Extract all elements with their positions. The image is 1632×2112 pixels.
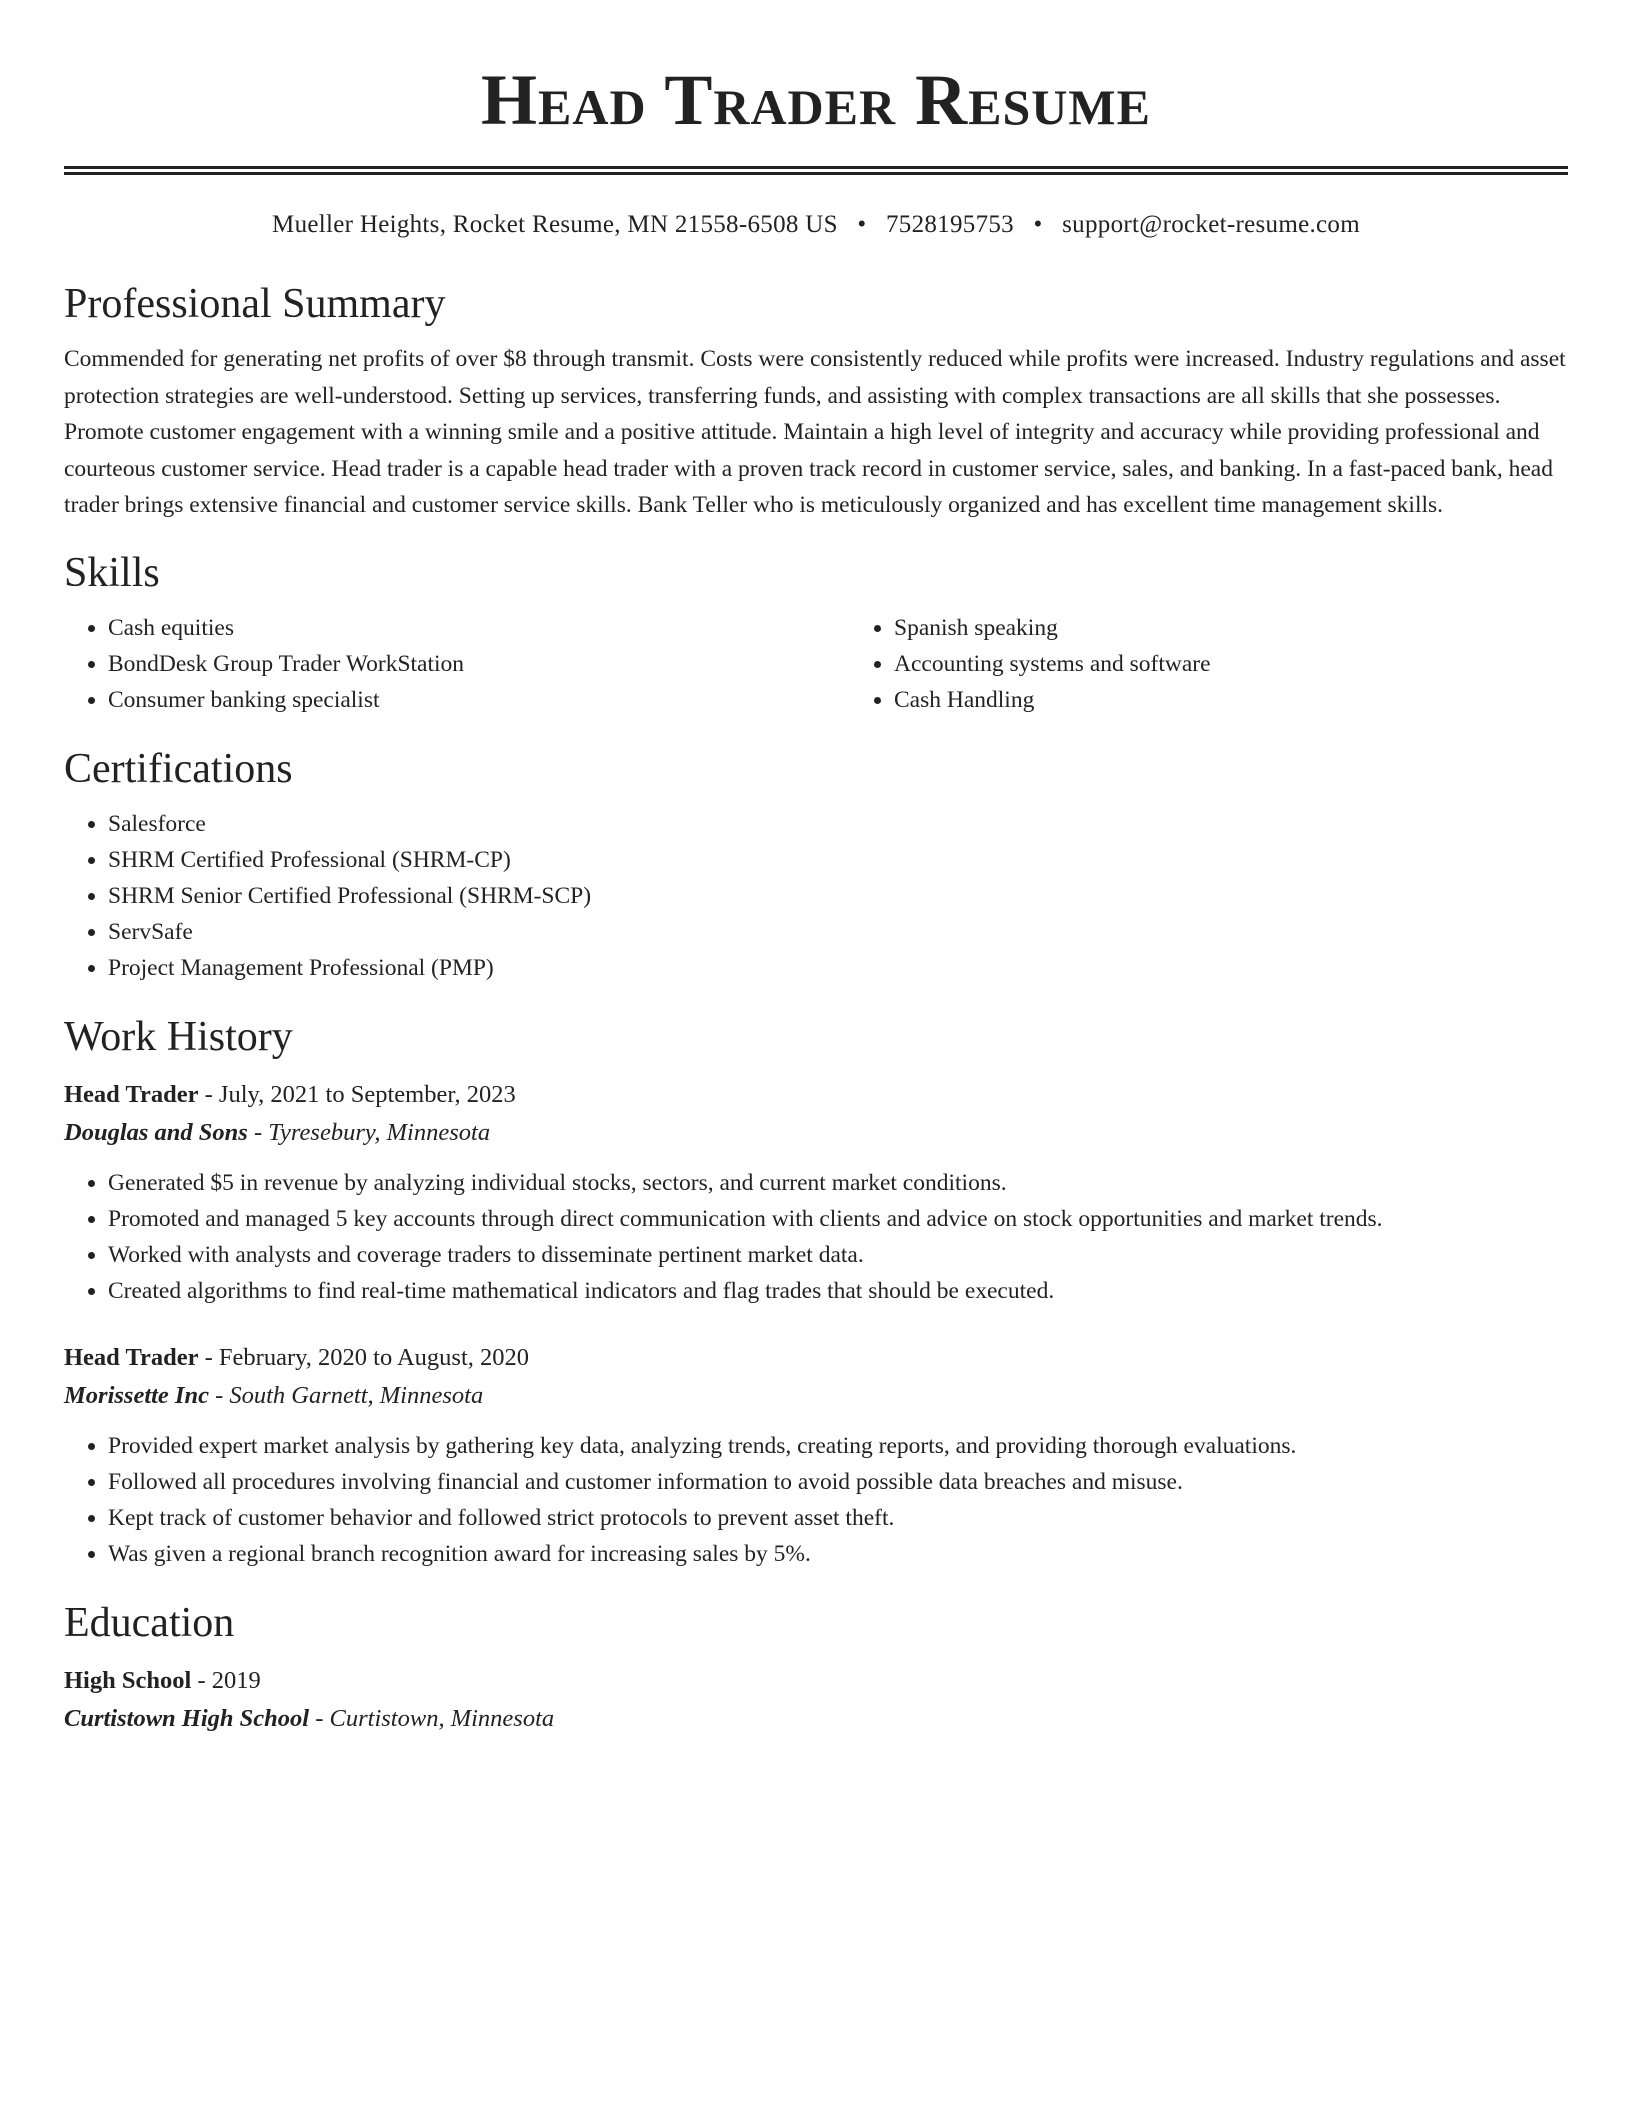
- education-degree-line: [64, 1662, 1568, 1700]
- skill-item: • Cash Handling: [894, 682, 1632, 718]
- job-bullet: • Provided expert market analysis by gathering key data, analyzing trends, creating reports, and providing thorough evaluations.: [108, 1428, 1568, 1464]
- job-bullets: [64, 1165, 1568, 1309]
- job-entry: [64, 1339, 1568, 1572]
- certification-item: • Project Management Professional (PMP): [108, 950, 1568, 986]
- education-year: - 2019: [191, 1666, 261, 1694]
- certifications-section: [64, 744, 1568, 986]
- job-company-line: [64, 1377, 1568, 1415]
- skills-list-left: [64, 610, 850, 718]
- education-school: Curtistown High School: [64, 1704, 310, 1732]
- job-location: - Tyresebury, Minnesota: [247, 1118, 491, 1146]
- job-bullet: • Was given a regional branch recognition award for increasing sales by 5%.: [108, 1536, 1568, 1572]
- job-company-line: [64, 1114, 1568, 1152]
- contact-address: Mueller Heights, Rocket Resume, MN 21558-6508 US: [272, 211, 838, 238]
- job-location: - South Garnett, Minnesota: [208, 1381, 484, 1409]
- education-school-line: [64, 1700, 1568, 1738]
- certifications-heading: Certifications: [64, 745, 293, 792]
- job-dates: - February, 2020 to August, 2020: [198, 1343, 530, 1371]
- job-bullet: • Created algorithms to find real-time mathematical indicators and flag trades that should be executed.: [108, 1273, 1568, 1309]
- job-bullet: • Generated $5 in revenue by analyzing individual stocks, sectors, and current market conditions.: [108, 1165, 1568, 1201]
- certification-item: • SHRM Senior Certified Professional (SHRM-SCP): [108, 878, 1568, 914]
- skill-item: • Accounting systems and software: [894, 646, 1632, 682]
- certification-item: • ServSafe: [108, 914, 1568, 950]
- education-location: - Curtistown, Minnesota: [309, 1704, 555, 1732]
- contact-email: support@rocket-resume.com: [1062, 211, 1360, 238]
- contact-line: [64, 209, 1568, 241]
- job-bullet: • Followed all procedures involving financial and customer information to avoid possible data breaches and misuse.: [108, 1464, 1568, 1500]
- education-degree: High School: [64, 1666, 192, 1694]
- education-heading: Education: [64, 1599, 235, 1646]
- summary-section: [64, 279, 1568, 524]
- job-bullet: • Worked with analysts and coverage traders to disseminate pertinent market data.: [108, 1237, 1568, 1273]
- certification-item: • Salesforce: [108, 806, 1568, 842]
- skills-list-right: [850, 610, 1632, 718]
- job-company: Morissette Inc: [64, 1381, 209, 1409]
- certifications-list: [64, 806, 1568, 986]
- certification-item: • SHRM Certified Professional (SHRM-CP): [108, 842, 1568, 878]
- contact-phone: 7528195753: [885, 211, 1014, 238]
- work-history-heading: Work History: [64, 1013, 293, 1060]
- skills-section: [64, 548, 1568, 718]
- job-entry: [64, 1076, 1568, 1309]
- skill-item: • Cash equities: [108, 610, 850, 646]
- job-title: Head Trader: [64, 1080, 199, 1108]
- contact-separator: •: [857, 211, 867, 238]
- skills-heading: Skills: [64, 549, 160, 596]
- page-title: Head Trader Resume: [481, 60, 1151, 140]
- job-title-line: [64, 1339, 1568, 1377]
- job-bullets: [64, 1428, 1568, 1572]
- summary-heading: Professional Summary: [64, 281, 446, 327]
- title-divider: [64, 166, 1568, 175]
- education-section: [64, 1598, 1568, 1738]
- work-history-section: [64, 1012, 1568, 1572]
- job-company: Douglas and Sons: [64, 1118, 248, 1146]
- job-title: Head Trader: [64, 1343, 199, 1371]
- skill-item: • BondDesk Group Trader WorkStation: [108, 646, 850, 682]
- job-bullet: • Promoted and managed 5 key accounts through direct communication with clients and advice on stock opportunities and market trends.: [108, 1201, 1568, 1237]
- summary-text: Commended for generating net profits of over $8 through transmit. Costs were consistently reduced while profits were increased. Industry regulations and asset protection strategies are well-understood. Setting up services, transferring funds, and assisting with complex transactions are all skills that she possesses. Promote customer engagement with a winning smile and a positive attitude. Maintain a high level of integrity and accuracy while providing professional and courteous customer service. Head trader is a capable head trader with a proven track record in customer service, sales, and banking. In a fast-paced bank, head trader brings extensive financial and customer service skills. Bank Teller who is meticulously organized and has excellent time management skills.: [64, 346, 1566, 518]
- job-dates: - July, 2021 to September, 2023: [198, 1080, 516, 1108]
- skills-grid: [64, 610, 1568, 718]
- contact-separator: •: [1033, 211, 1043, 238]
- skill-item: • Spanish speaking: [894, 610, 1632, 646]
- skill-item: • Consumer banking specialist: [108, 682, 850, 718]
- job-title-line: [64, 1076, 1568, 1114]
- job-bullet: • Kept track of customer behavior and followed strict protocols to prevent asset theft.: [108, 1500, 1568, 1536]
